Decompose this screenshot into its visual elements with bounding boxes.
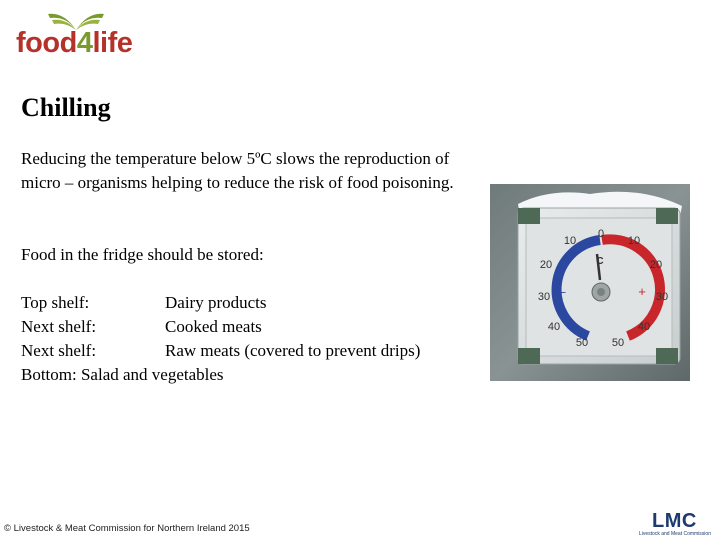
minus-symbol: – — [558, 284, 566, 299]
logo-word-life: life — [92, 27, 133, 59]
dial-label: 30 — [537, 291, 551, 303]
shelf-value: Raw meats (covered to prevent drips) — [165, 341, 421, 360]
logo-wordmark — [16, 27, 132, 60]
logo-word-four: 4 — [76, 27, 93, 59]
lmc-logo — [636, 510, 711, 538]
dial-label: 10 — [627, 235, 641, 247]
shelf-row — [21, 315, 425, 339]
dial-label: 50 — [575, 337, 589, 349]
plus-symbol: + — [638, 284, 646, 299]
dial-label: 20 — [539, 259, 553, 271]
dial-label: 10 — [563, 235, 577, 247]
shelf-value: Cooked meats — [165, 317, 262, 336]
shelf-label: Next shelf: — [21, 317, 97, 336]
logo-word-food: food — [16, 27, 77, 59]
dial-label: 0 — [597, 228, 605, 240]
food4life-logo — [14, 10, 144, 64]
intro-paragraph: Reducing the temperature below 5ºC slows the reproduction of micro – organisms helping to reduce the risk of food poisoning. — [21, 149, 454, 192]
shelf-value: Dairy products — [165, 293, 267, 312]
dial-label: 40 — [637, 321, 651, 333]
shelf-row — [21, 339, 425, 363]
dial-unit: C — [596, 256, 604, 267]
fridge-heading: Food in the fridge should be stored: — [21, 245, 264, 264]
lmc-subtitle: Livestock and Meat Commission — [639, 531, 711, 537]
shelf-label: Top shelf: — [21, 293, 90, 312]
slide-title: Chilling — [21, 93, 111, 122]
bottom-shelf-line: Bottom: Salad and vegetables — [21, 365, 224, 384]
shelf-list — [21, 291, 425, 387]
copyright-footer: © Livestock & Meat Commission for Northern Ireland 2015 — [4, 523, 250, 534]
shelf-row — [21, 291, 425, 315]
dial-label: 20 — [649, 259, 663, 271]
fridge-thermometer-photo — [490, 184, 690, 381]
dial-label: 30 — [655, 291, 669, 303]
dial-label: 40 — [547, 321, 561, 333]
shelf-label: Next shelf: — [21, 341, 97, 360]
lmc-wordmark: LMC — [652, 510, 697, 532]
dial-label: 50 — [611, 337, 625, 349]
